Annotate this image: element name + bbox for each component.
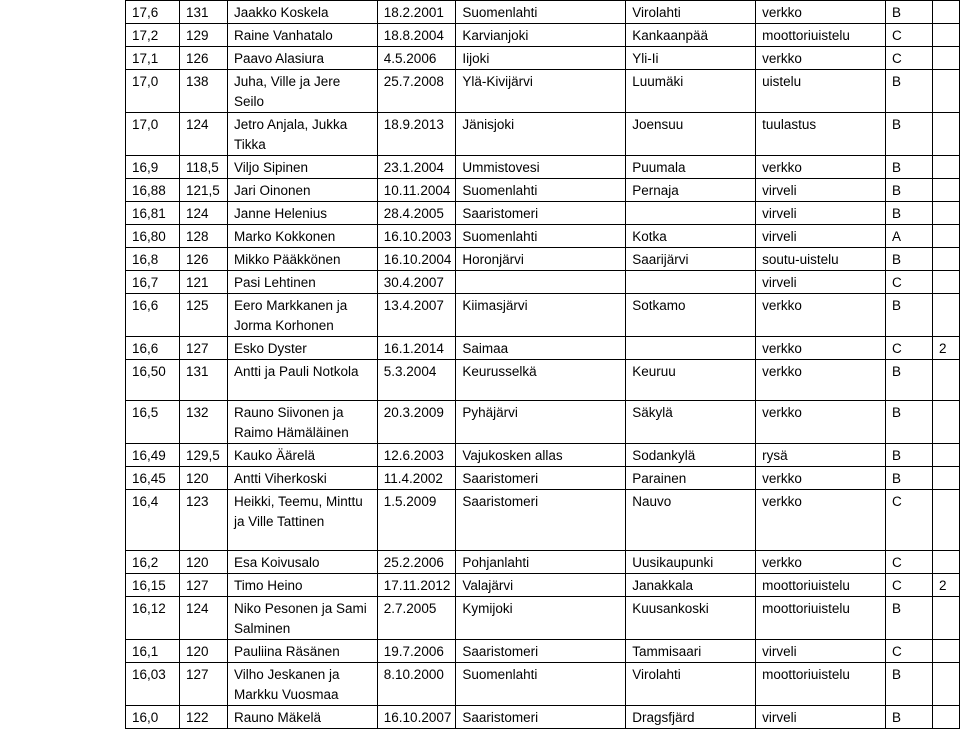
water-cell: Saaristomeri [456,640,626,663]
weight-cell: 16,9 [126,156,180,179]
name-cell: Esa Koivusalo [227,551,377,574]
class-cell: B [886,156,933,179]
class-cell: B [886,202,933,225]
extra-cell [932,156,959,179]
extra-cell [932,551,959,574]
name-cell: Antti Viherkoski [227,467,377,490]
class-cell: C [886,574,933,597]
name-cell: Heikki, Teemu, Minttu ja Ville Tattinen [227,490,377,551]
length-cell: 129 [179,24,227,47]
record-table [125,0,960,729]
table-row [126,337,960,360]
class-cell: B [886,360,933,401]
length-cell: 120 [179,467,227,490]
method-cell: verkko [756,551,886,574]
place-cell: Tammisaari [626,640,756,663]
table-row [126,444,960,467]
class-cell: B [886,113,933,156]
length-cell: 124 [179,113,227,156]
class-cell: B [886,294,933,337]
method-cell: verkko [756,156,886,179]
date-cell: 28.4.2005 [377,202,456,225]
name-cell: Jetro Anjala, Jukka Tikka [227,113,377,156]
length-cell: 131 [179,360,227,401]
class-cell: C [886,337,933,360]
table-row [126,113,960,156]
extra-cell [932,467,959,490]
place-cell [626,337,756,360]
place-cell: Kotka [626,225,756,248]
method-cell: tuulastus [756,113,886,156]
weight-cell: 16,49 [126,444,180,467]
weight-cell: 17,2 [126,24,180,47]
weight-cell: 17,6 [126,1,180,24]
date-cell: 5.3.2004 [377,360,456,401]
class-cell: B [886,70,933,113]
place-cell: Puumala [626,156,756,179]
method-cell: verkko [756,360,886,401]
weight-cell: 16,5 [126,401,180,444]
method-cell: rysä [756,444,886,467]
extra-cell [932,706,959,729]
weight-cell: 16,7 [126,271,180,294]
date-cell: 1.5.2009 [377,490,456,551]
name-cell: Janne Helenius [227,202,377,225]
date-cell: 12.6.2003 [377,444,456,467]
class-cell: C [886,271,933,294]
water-cell: Saaristomeri [456,706,626,729]
class-cell: B [886,179,933,202]
date-cell: 13.4.2007 [377,294,456,337]
water-cell: Iijoki [456,47,626,70]
extra-cell [932,444,959,467]
name-cell: Juha, Ville ja Jere Seilo [227,70,377,113]
table-row [126,225,960,248]
name-cell: Vilho Jeskanen ja Markku Vuosmaa [227,663,377,706]
class-cell: B [886,597,933,640]
length-cell: 123 [179,490,227,551]
table-row [126,1,960,24]
weight-cell: 16,0 [126,706,180,729]
extra-cell [932,70,959,113]
weight-cell: 16,6 [126,294,180,337]
length-cell: 118,5 [179,156,227,179]
extra-cell: 2 [932,574,959,597]
date-cell: 25.2.2006 [377,551,456,574]
extra-cell [932,113,959,156]
date-cell: 19.7.2006 [377,640,456,663]
extra-cell [932,640,959,663]
class-cell: C [886,490,933,551]
length-cell: 128 [179,225,227,248]
water-cell: Suomenlahti [456,1,626,24]
place-cell: Säkylä [626,401,756,444]
table-row [126,156,960,179]
weight-cell: 17,0 [126,70,180,113]
name-cell: Jaakko Koskela [227,1,377,24]
place-cell: Kankaanpää [626,24,756,47]
extra-cell [932,202,959,225]
length-cell: 124 [179,597,227,640]
class-cell: A [886,225,933,248]
date-cell: 11.4.2002 [377,467,456,490]
method-cell: moottoriuistelu [756,24,886,47]
name-cell: Mikko Pääkkönen [227,248,377,271]
place-cell: Parainen [626,467,756,490]
place-cell: Virolahti [626,1,756,24]
name-cell: Jari Oinonen [227,179,377,202]
name-cell: Viljo Sipinen [227,156,377,179]
weight-cell: 16,80 [126,225,180,248]
length-cell: 132 [179,401,227,444]
date-cell: 4.5.2006 [377,47,456,70]
method-cell: virveli [756,706,886,729]
weight-cell: 17,0 [126,113,180,156]
water-cell [456,271,626,294]
length-cell: 120 [179,640,227,663]
water-cell: Saaristomeri [456,202,626,225]
date-cell: 18.8.2004 [377,24,456,47]
place-cell [626,202,756,225]
method-cell: moottoriuistelu [756,663,886,706]
method-cell: verkko [756,1,886,24]
place-cell: Sotkamo [626,294,756,337]
weight-cell: 16,12 [126,597,180,640]
extra-cell [932,24,959,47]
place-cell: Janakkala [626,574,756,597]
extra-cell [932,597,959,640]
name-cell: Marko Kokkonen [227,225,377,248]
class-cell: B [886,706,933,729]
length-cell: 127 [179,663,227,706]
place-cell: Luumäki [626,70,756,113]
table-row [126,401,960,444]
date-cell: 20.3.2009 [377,401,456,444]
extra-cell [932,490,959,551]
method-cell: verkko [756,337,886,360]
method-cell: verkko [756,294,886,337]
table-row [126,360,960,401]
name-cell: Paavo Alasiura [227,47,377,70]
name-cell: Pasi Lehtinen [227,271,377,294]
length-cell: 124 [179,202,227,225]
place-cell: Sodankylä [626,444,756,467]
table-row [126,294,960,337]
place-cell: Uusikaupunki [626,551,756,574]
method-cell: verkko [756,401,886,444]
water-cell: Valajärvi [456,574,626,597]
method-cell: uistelu [756,70,886,113]
method-cell: moottoriuistelu [756,597,886,640]
name-cell: Niko Pesonen ja Sami Salminen [227,597,377,640]
water-cell: Saaristomeri [456,490,626,551]
method-cell: verkko [756,490,886,551]
extra-cell [932,248,959,271]
date-cell: 2.7.2005 [377,597,456,640]
weight-cell: 16,1 [126,640,180,663]
date-cell: 16.1.2014 [377,337,456,360]
weight-cell: 17,1 [126,47,180,70]
weight-cell: 16,15 [126,574,180,597]
method-cell: virveli [756,271,886,294]
length-cell: 126 [179,248,227,271]
place-cell: Pernaja [626,179,756,202]
class-cell: B [886,467,933,490]
table-row [126,490,960,551]
method-cell: virveli [756,202,886,225]
place-cell: Yli-Ii [626,47,756,70]
class-cell: B [886,401,933,444]
length-cell: 121 [179,271,227,294]
weight-cell: 16,6 [126,337,180,360]
table-row [126,24,960,47]
table-row [126,706,960,729]
name-cell: Eero Markkanen ja Jorma Korhonen [227,294,377,337]
weight-cell: 16,81 [126,202,180,225]
date-cell: 16.10.2003 [377,225,456,248]
class-cell: C [886,24,933,47]
method-cell: verkko [756,47,886,70]
date-cell: 25.7.2008 [377,70,456,113]
class-cell: B [886,1,933,24]
length-cell: 120 [179,551,227,574]
table-row [126,640,960,663]
name-cell: Rauno Siivonen ja Raimo Hämäläinen [227,401,377,444]
name-cell: Kauko Äärelä [227,444,377,467]
water-cell: Pyhäjärvi [456,401,626,444]
date-cell: 10.11.2004 [377,179,456,202]
table-row [126,467,960,490]
length-cell: 138 [179,70,227,113]
table-row [126,70,960,113]
water-cell: Suomenlahti [456,663,626,706]
date-cell: 18.2.2001 [377,1,456,24]
table-row [126,271,960,294]
length-cell: 127 [179,574,227,597]
table-row [126,248,960,271]
water-cell: Karvianjoki [456,24,626,47]
extra-cell [932,271,959,294]
class-cell: C [886,47,933,70]
method-cell: virveli [756,225,886,248]
class-cell: B [886,663,933,706]
name-cell: Raine Vanhatalo [227,24,377,47]
name-cell: Timo Heino [227,574,377,597]
water-cell: Kymijoki [456,597,626,640]
weight-cell: 16,50 [126,360,180,401]
table-row [126,551,960,574]
water-cell: Ummistovesi [456,156,626,179]
water-cell: Saimaa [456,337,626,360]
name-cell: Esko Dyster [227,337,377,360]
class-cell: C [886,640,933,663]
name-cell: Antti ja Pauli Notkola [227,360,377,401]
extra-cell [932,360,959,401]
date-cell: 16.10.2007 [377,706,456,729]
water-cell: Saaristomeri [456,467,626,490]
length-cell: 127 [179,337,227,360]
method-cell: moottoriuistelu [756,574,886,597]
extra-cell [932,294,959,337]
extra-cell [932,663,959,706]
extra-cell [932,179,959,202]
weight-cell: 16,03 [126,663,180,706]
extra-cell [932,225,959,248]
table-row [126,574,960,597]
place-cell: Keuruu [626,360,756,401]
record-table-body [126,1,960,729]
place-cell: Saarijärvi [626,248,756,271]
date-cell: 18.9.2013 [377,113,456,156]
extra-cell [932,401,959,444]
class-cell: C [886,551,933,574]
weight-cell: 16,4 [126,490,180,551]
date-cell: 30.4.2007 [377,271,456,294]
weight-cell: 16,8 [126,248,180,271]
record-table-container [125,0,960,729]
length-cell: 125 [179,294,227,337]
extra-cell: 2 [932,337,959,360]
length-cell: 122 [179,706,227,729]
length-cell: 131 [179,1,227,24]
name-cell: Rauno Mäkelä [227,706,377,729]
water-cell: Keurusselkä [456,360,626,401]
place-cell [626,271,756,294]
length-cell: 121,5 [179,179,227,202]
place-cell: Dragsfjärd [626,706,756,729]
weight-cell: 16,2 [126,551,180,574]
weight-cell: 16,45 [126,467,180,490]
water-cell: Jänisjoki [456,113,626,156]
method-cell: soutu-uistelu [756,248,886,271]
method-cell: verkko [756,467,886,490]
water-cell: Kiimasjärvi [456,294,626,337]
water-cell: Suomenlahti [456,225,626,248]
table-row [126,597,960,640]
water-cell: Pohjanlahti [456,551,626,574]
date-cell: 16.10.2004 [377,248,456,271]
date-cell: 8.10.2000 [377,663,456,706]
extra-cell [932,47,959,70]
water-cell: Horonjärvi [456,248,626,271]
length-cell: 126 [179,47,227,70]
length-cell: 129,5 [179,444,227,467]
water-cell: Suomenlahti [456,179,626,202]
date-cell: 23.1.2004 [377,156,456,179]
class-cell: B [886,248,933,271]
water-cell: Vajukosken allas [456,444,626,467]
place-cell: Joensuu [626,113,756,156]
extra-cell [932,1,959,24]
class-cell: B [886,444,933,467]
water-cell: Ylä-Kivijärvi [456,70,626,113]
place-cell: Nauvo [626,490,756,551]
table-row [126,47,960,70]
place-cell: Kuusankoski [626,597,756,640]
table-row [126,179,960,202]
name-cell: Pauliina Räsänen [227,640,377,663]
date-cell: 17.11.2012 [377,574,456,597]
method-cell: virveli [756,179,886,202]
table-row [126,663,960,706]
weight-cell: 16,88 [126,179,180,202]
method-cell: virveli [756,640,886,663]
table-row [126,202,960,225]
place-cell: Virolahti [626,663,756,706]
